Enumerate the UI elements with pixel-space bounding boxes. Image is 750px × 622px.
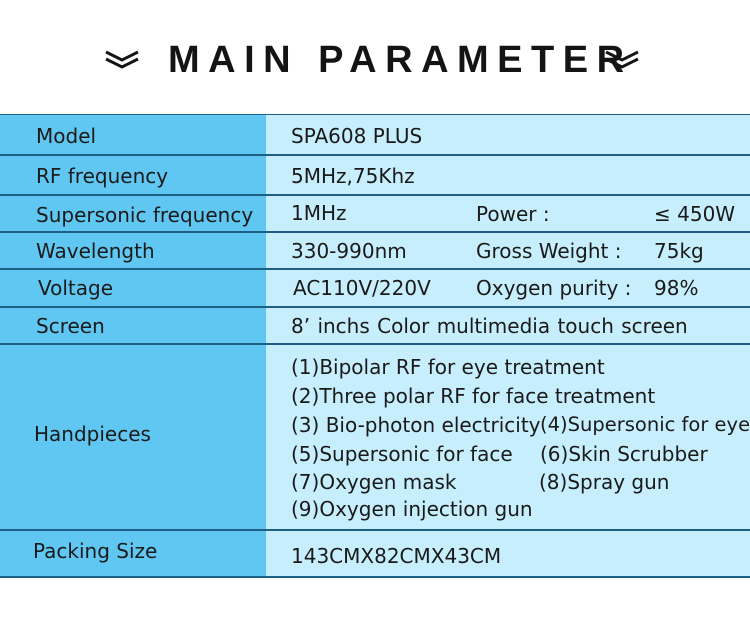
row-label: Voltage: [38, 276, 114, 300]
list-item: (7)Oxygen mask: [291, 470, 457, 494]
row-value-cell: [266, 196, 750, 231]
row-value-cell: [266, 233, 750, 268]
list-item: (8)Spray gun: [539, 470, 670, 494]
row-value: 330-990nm: [291, 239, 407, 263]
gross-weight-label: Gross Weight :: [476, 239, 622, 263]
table-row-handpieces: [0, 345, 750, 531]
page-title: MAIN PARAMETER: [168, 39, 633, 81]
gross-weight-value: 75kg: [654, 239, 704, 263]
row-label-cell: [0, 115, 266, 154]
table-row-packing-size: [0, 531, 750, 578]
list-item: (2)Three polar RF for face treatment: [291, 384, 656, 408]
row-value-cell: [266, 156, 750, 194]
table-row-rf-frequency: [0, 156, 750, 196]
row-value: 1MHz: [291, 201, 347, 225]
list-item: (6)Skin Scrubber: [540, 442, 708, 466]
power-label: Power :: [476, 202, 550, 226]
list-item: (3) Bio-photon electricity: [291, 413, 541, 437]
row-label: RF frequency: [36, 164, 169, 188]
row-value-cell: [266, 115, 750, 154]
list-item: (9)Oxygen injection gun: [291, 497, 533, 521]
row-label: Supersonic frequency: [36, 203, 254, 227]
row-value: SPA608 PLUS: [291, 124, 423, 148]
row-value-cell: [266, 531, 750, 576]
list-item: (5)Supersonic for face: [291, 442, 513, 466]
table-row-model: [0, 115, 750, 156]
parameter-table: [0, 114, 750, 578]
oxygen-purity-label: Oxygen purity :: [476, 276, 632, 300]
row-value-cell: [266, 270, 750, 306]
double-chevron-down-icon: [604, 48, 640, 70]
list-item: (1)Bipolar RF for eye treatment: [291, 355, 605, 379]
row-label-cell: [0, 345, 266, 529]
row-label-cell: [0, 531, 266, 576]
row-label: Packing Size: [33, 539, 158, 563]
handpieces-list: [266, 345, 750, 529]
table-row-wavelength: [0, 233, 750, 270]
row-label: Model: [36, 124, 97, 148]
row-value-cell: [266, 308, 750, 343]
row-value: AC110V/220V: [293, 276, 431, 300]
row-value: 5MHz,75Khz: [291, 164, 415, 188]
table-row-voltage: [0, 270, 750, 308]
double-chevron-down-icon: [104, 48, 140, 70]
row-value: 143CMX82CMX43CM: [291, 544, 502, 568]
power-value: ≤ 450W: [654, 202, 736, 226]
row-label-cell: [0, 196, 266, 231]
row-label: Screen: [36, 314, 105, 338]
row-label: Handpieces: [34, 422, 151, 446]
row-label-cell: [0, 156, 266, 194]
table-row-screen: [0, 308, 750, 345]
row-label: Wavelength: [36, 239, 155, 263]
row-label-cell: [0, 308, 266, 343]
title-banner: [0, 32, 750, 88]
list-item: (4)Supersonic for eye: [540, 413, 750, 436]
oxygen-purity-value: 98%: [654, 276, 699, 300]
row-value: 8’ inchs Color multimedia touch screen: [291, 314, 688, 338]
table-row-supersonic-frequency: [0, 196, 750, 233]
row-label-cell: [0, 270, 266, 306]
row-label-cell: [0, 233, 266, 268]
